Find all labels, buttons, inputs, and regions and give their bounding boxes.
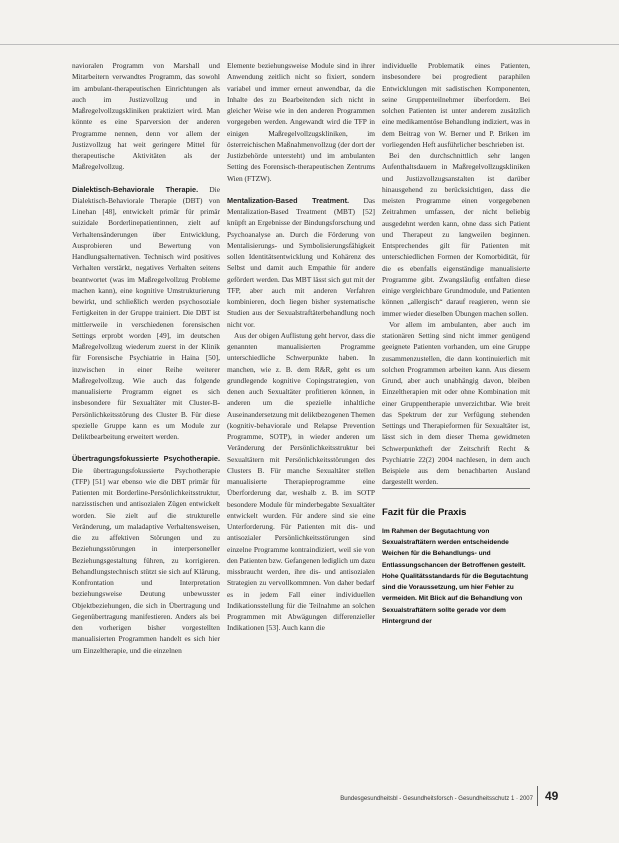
paragraph: Vor allem im ambulanten, aber auch im stationären Setting sind nicht immer genügend geeignete Patienten vorhanden, um eine Gruppe zusammenzustellen, die dann kontinuierlich mit solchen Programmen arbeiten kann. Aus diesem Grund, aber auch unabhängig davon, bleiben Einzeltherapien mit oder ohne Kombination mit einer Gruppentherapie unverzichtbar. Wie breit das Spektrum der zur Verfügung stehenden Settings und Therapieformen für Sexualtäter ist, lässt sich in dem dieser Thema gewidmeten Schwerpunktheft der Zeitschrift Recht & Psychiatrie 22(2) 2004 nachlesen, in dem auch Beispiele aus dem benachbarten Ausland dargestellt werden. <box>382 319 530 487</box>
page-number: 49 <box>545 789 559 803</box>
section-text: Die Dialektisch-Behaviorale Therapie (DBT) von Linehan [48], entwickelt primär für primär suizidale Borderlinepatientinnen, zielt auf Verhaltensänderungen über Entwicklung, Ausprobieren und Bewertung von Handlungsalternativen. Technisch wird positives Verhalten verstärkt, negatives Verhalten seitens beantwortet (was im Maßregelvollzug Probleme machen kann), eine kognitive Umstrukturierung bewirkt, und schließlich werden psychosoziale Fertigkeiten in der Gruppe trainiert. Die DBT ist mittlerweile in verschiedenen forensischen Settings erprobt worden [49], im deutschen Maßregelvollzug wiederum zuerst in der Klinik für Forensische Psychiatrie in Haina [50], inzwischen in einer Reihe weiterer Maßregelvollzug. Wie auch das folgende manualisierte Programm eignet es sich insbesondere für Sexualtäter mit Cluster-B-Persönlichkeitsstörung des Cluster B. Für diese spezielle Gruppe kann es um Module zur Deliktbearbeitung erweitert werden. <box>72 184 220 441</box>
section-dbt <box>72 184 220 443</box>
section-utp <box>72 453 220 656</box>
text-column-2 <box>227 60 375 634</box>
paragraph: Aus der obigen Auflistung geht hervor, dass die genannten manualisierten Programme unterschiedliche Schwerpunkte haben. In manchen, wie z. B. dem R&R, geht es um grundlegende kognitive Copingstrategien, von denen auch Sexualtäter profitieren können, in anderen um die spezielle inhaltliche Auseinandersetzung mit deliktbezogenen Themen (kognitiv-behaviorale und Relapse Prevention Programme, SOTP), in wieder anderen um Veränderung der Persönlichkeitsstruktur bei Sexualtätern mit Persönlichkeitsstörungen des Clusters B. Für manche Sexualtäter stellen manualisierte Therapieprogramme eine Überforderung dar, weshalb z. B. im SOTP besondere Module für minderbegabte Sexualtäter entwickelt wurden. Für andere sind sie eine Unterforderung. Für Patienten mit dis- und antisozialer Persönlichkeitsstörungen sind einzelne Programme kontraindiziert, weil sie von den Patienten bzw. Gefangenen lediglich um dazu missbraucht werden, ihre dis- und antisozialen Strategien zu vervollkommnen. Von daher bedarf es in jedem Fall einer individuellen Indikationsstellung für die Teilnahme an solchen Programmen mit Abwägungen differenzieller Indikationen [53]. Auch kann die <box>227 330 375 633</box>
paragraph: Bei den durchschnittlich sehr langen Aufenthaltsdauern in Maßregelvollzugskliniken und Justizvollzugsanstalten ist darüber hinausgehend zu berücksichtigen, dass die meisten Programme einen vorgegebenen Zeitrahmen umfassen, der nicht beliebig ausgedehnt werden kann, ohne dass sich Patient und Therapeut zu langweilen beginnen. Entsprechendes gilt für Patienten mit unterschiedlichen Formen der Komorbidität, für die es ebenfalls eigenständige manualisierte Programme gibt. Zwangsläufig entfalten diese einige vergleichbare Grundmodule, und Patienten können „allergisch“ darauf reagieren, wenn sie immer wieder dieselben Übungen machen sollen. <box>382 151 530 318</box>
fazit-heading: Fazit für die Praxis <box>382 506 467 518</box>
section-heading: Mentalization-Based Treatment. <box>227 195 350 205</box>
paragraph: individuelle Problematik eines Patienten, insbesondere bei progredient paraphilen Entwicklungen mit sadistischen Komponenten, seine Gruppenteilnehmer überfordern. Bei solchen Patienten ist unter anderem zusätzlich eine medikamentöse Behandlung indiziert, was in dem Beitrag von W. Berner und P. Briken im vorliegenden Heft ausführlicher beschrieben ist. <box>382 61 530 149</box>
section-text: Die übertragungsfokussierte Psychotherapie (TFP) [51] war ebenso wie die DBT primär für Patienten mit Borderline-Persönlichkeitsstruktur, narzisstischen und antisozialen Zügen entwickelt worden. Sie zielt auf die strukturelle Veränderung, um maladaptive Verhaltensweisen, die zu affektiven Störungen und zu Beziehungsstörungen in interpersoneller Beziehungsgestaltung führen, zu korrigieren. Behandlungstechnisch stützt sie sich auf Klärung, Konfrontation und Interpretation beziehungsweise Deutung unbewusster Objektbeziehungen, die sich in Übertragung und Gegenübertragung manifestieren. Anders als bei den vorherigen bisher vorgestellten manualisierten Programmen handelt es sich hier um Einzeltherapie, und die einzelnen <box>72 465 220 655</box>
section-text: Das Mentalization-Based Treatment (MBT) [52] knüpft an Ergebnisse der Bindungsforschung und Psychoanalyse an. Durch die Förderung von Mentalisierungs- und Symbolisierungsfähigkeit sollen Identitätsentwicklung und Kohärenz des Selbst und damit auch Empathie für andere gefördert werden. Das MBT lässt sich gut mit der TFP, aber auch mit anderen Verfahren kombinieren, doch liegen bisher systematische Studien aus der Sexualstraftäterbehandlung noch nicht vor. <box>227 195 375 329</box>
section-mbt <box>227 195 375 330</box>
text-column-3 <box>382 60 530 627</box>
journal-footer: Bundesgesundheitsbl - Gesundheitsforsch - Gesundheitsschutz 1 · 2007 <box>340 796 533 802</box>
text-column-1 <box>72 60 220 656</box>
fazit-text: Im Rahmen der Begutachtung von Sexualstraftätern werden entscheidende Weichen für die Behandlungs- und Entlassungschancen der Betroffenen gestellt. Hohe Qualitätsstandards für die Begutachtung sind die Voraussetzung, um hier Fehler zu vermeiden. Mit Blick auf die Behandlung von Sexualstraftätern sollte gerade vor dem Hintergrund der <box>382 527 529 625</box>
fazit-box <box>382 488 530 628</box>
section-heading: Übertragungsfokussierte Psychotherapie. <box>72 454 220 464</box>
paragraph: navioralen Programm von Marshall und Mitarbeitern verwandtes Programm, das sowohl im ambulant-therapeutischen Einrichtungen als auch im Justizvollzug und in Maßregelvollzugskliniken praktiziert wird. Man könnte es eine Sparversion der anderen Programme nennen, denn vor allem der Justizvollzug hat weit geringere Mittel für therapeutische Aktivitäten als der Maßregelvollzug. <box>72 61 220 172</box>
footer-divider <box>537 786 538 806</box>
paragraph: Elemente beziehungsweise Module sind in ihrer Anwendung zeitlich nicht so fixiert, sondern variabel und immer erneut anwendbar, da die Inhalte des zu Bearbeitenden sich nicht in gleicher Weise wie in den anderen Programmen vorgegeben werden. Angewandt wird die TFP in einigen Maßregelvollzugskliniken, im österreichischen Maßnahmenvollzug (der dort der Justizbehörde untersteht) und im ambulanten Setting des Forensisch-therapeutischen Zentrums Wien (FTZW). <box>227 61 375 183</box>
section-heading: Dialektisch-Behaviorale Therapie. <box>72 184 199 194</box>
top-rule <box>0 44 619 45</box>
